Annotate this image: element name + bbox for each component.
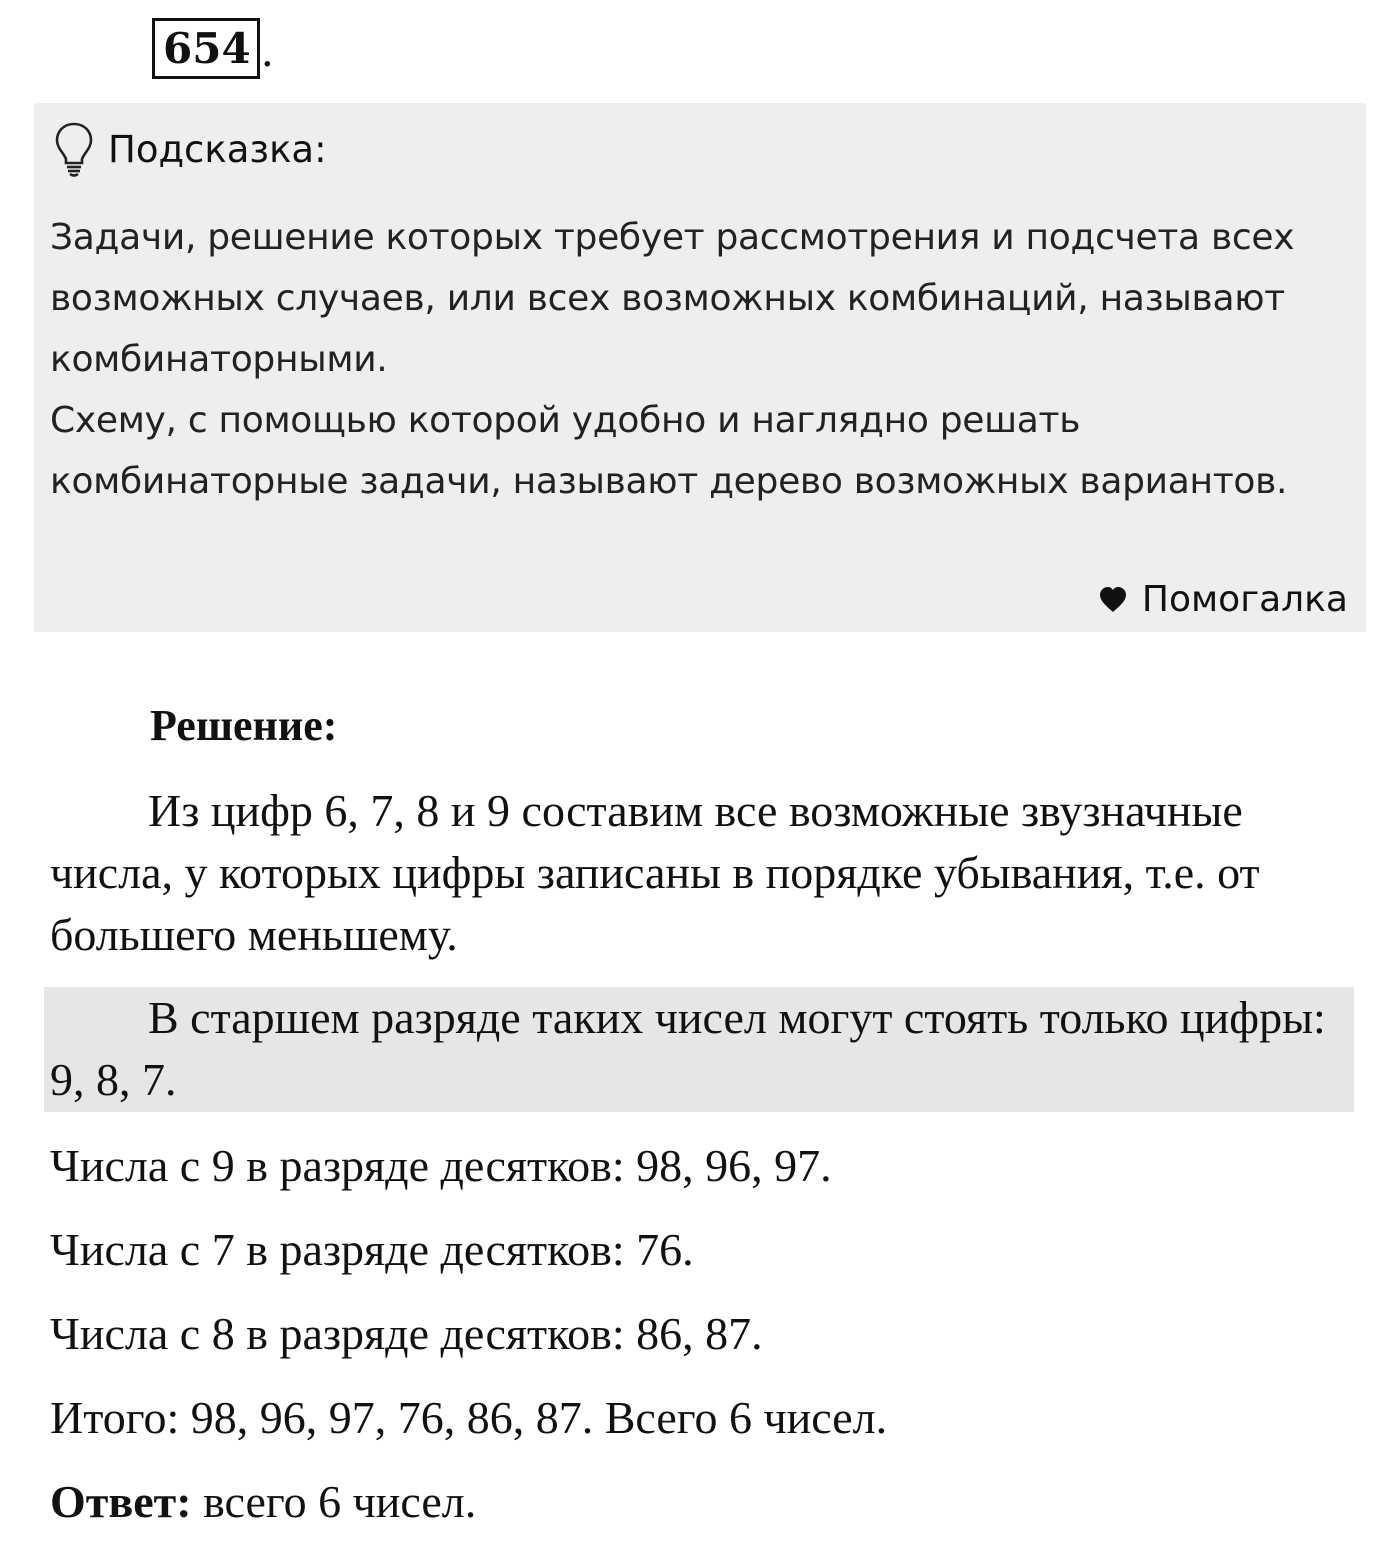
task-number xyxy=(152,18,274,79)
heart-icon xyxy=(1098,586,1142,614)
answer-line xyxy=(50,1471,476,1533)
brand-text: Помогалка xyxy=(1141,579,1348,620)
hint-box xyxy=(34,103,1366,632)
solution-total: Итого: 98, 96, 97, 76, 86, 87. Всего 6 чисел. xyxy=(50,1392,888,1443)
task-number-box: 654 xyxy=(152,18,260,79)
answer-text: всего 6 чисел. xyxy=(191,1476,477,1527)
answer-label: Ответ: xyxy=(50,1476,192,1527)
solution-line: Числа с 8 в разряде десятков: 86, 87. xyxy=(50,1308,763,1359)
hint-paragraph: Задачи, решение которых требует рассмотрения и подсчета всех возможных случаев, или всех возможных комбинаций, называют комбинаторными. xyxy=(50,217,1295,380)
hint-title: Подсказка: xyxy=(108,127,327,171)
task-number-dot: . xyxy=(260,27,275,76)
solution-intro-text: Из цифр 6, 7, 8 и 9 составим все возможные звузначные числа, у которых цифры записаны в порядке убывания, т.е. от большего меньшему. xyxy=(50,785,1260,960)
hint-header xyxy=(54,121,327,177)
hint-paragraph: Схему, с помощью которой удобно и наглядно решать комбинаторные задачи, называют дерево возможных вариантов. xyxy=(50,400,1288,502)
solution-line: Числа с 7 в разряде десятков: 76. xyxy=(50,1224,694,1275)
brand-label xyxy=(1098,579,1348,620)
solution-highlight-text: В старшем разряде таких чисел могут стоять только цифры: 9, 8, 7. xyxy=(50,992,1326,1105)
lightbulb-icon xyxy=(54,121,94,177)
solution-line: Числа с 9 в разряде десятков: 98, 96, 97. xyxy=(50,1140,832,1191)
solution-highlight xyxy=(50,987,1350,1111)
solution-intro xyxy=(50,780,1350,966)
solution-title: Решение: xyxy=(150,701,338,750)
hint-body xyxy=(50,207,1350,512)
